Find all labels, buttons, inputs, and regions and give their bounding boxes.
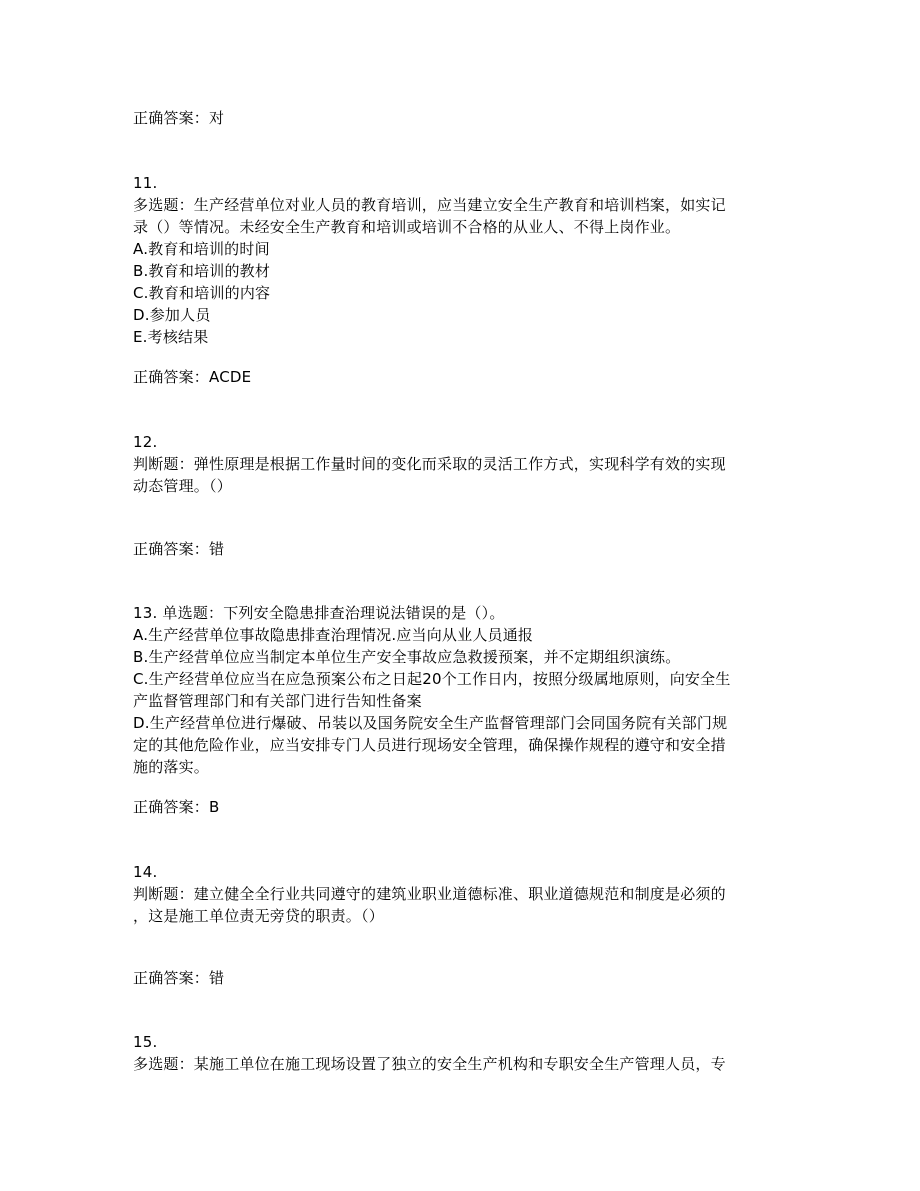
question-13-option-a: A.生产经营单位事故隐患排查治理情况.应当向从业人员通报 <box>133 626 534 644</box>
question-11-option-e: E.考核结果 <box>133 328 209 346</box>
question-12-number: 12. <box>133 433 158 451</box>
question-13-option-d-line-1: D.生产经营单位进行爆破、吊装以及国务院安全生产监督管理部门会同国务院有关部门规 <box>133 714 728 732</box>
question-15-text-line-1: 多选题：某施工单位在施工现场设置了独立的安全生产机构和专职安全生产管理人员，专 <box>133 1055 726 1073</box>
question-11-option-b: B.教育和培训的教材 <box>133 262 271 280</box>
question-12-text-line-2: 动态管理。（） <box>133 477 232 495</box>
question-11-number: 11. <box>133 174 158 192</box>
answer-12: 正确答案：错 <box>133 540 225 558</box>
question-11-text-line-1: 多选题：生产经营单位对业人员的教育培训，应当建立安全生产教育和培训档案，如实记 <box>133 196 726 214</box>
question-14-text-line-2: ，这是施工单位责无旁贷的职责。（） <box>133 907 384 925</box>
question-12-text-line-1: 判断题：弹性原理是根据工作量时间的变化而采取的灵活工作方式，实现科学有效的实现 <box>133 455 726 473</box>
answer-14: 正确答案：错 <box>133 969 225 987</box>
question-13-option-c-line-2: 产监督管理部门和有关部门进行告知性备案 <box>133 692 422 710</box>
question-13-option-d-line-2: 定的其他危险作业，应当安排专门人员进行现场安全管理，确保操作规程的遵守和安全措 <box>133 736 726 754</box>
answer-10: 正确答案：对 <box>133 109 225 127</box>
answer-13: 正确答案：B <box>133 798 220 816</box>
answer-11: 正确答案：ACDE <box>133 368 252 386</box>
question-15-number: 15. <box>133 1033 158 1051</box>
question-13-option-d-line-3: 施的落实。 <box>133 758 210 776</box>
question-11-option-c: C.教育和培训的内容 <box>133 284 271 302</box>
question-13-text-line-1: 13. 单选题：下列安全隐患排查治理说法错误的是（）。 <box>133 604 505 622</box>
question-11-option-d: D.参加人员 <box>133 306 211 324</box>
question-14-text-line-1: 判断题：建立健全全行业共同遵守的建筑业职业道德标准、职业道德规范和制度是必须的 <box>133 885 726 903</box>
question-11-option-a: A.教育和培训的时间 <box>133 240 270 258</box>
question-13-option-b: B.生产经营单位应当制定本单位生产安全事故应急救援预案，并不定期组织演练。 <box>133 648 681 666</box>
question-13-option-c-line-1: C.生产经营单位应当在应急预案公布之日起20个工作日内，按照分级属地原则，向安全生 <box>133 670 731 688</box>
question-11-text-line-2: 录（）等情况。未经安全生产教育和培训或培训不合格的从业人、不得上岗作业。 <box>133 218 681 236</box>
question-14-number: 14. <box>133 863 158 881</box>
